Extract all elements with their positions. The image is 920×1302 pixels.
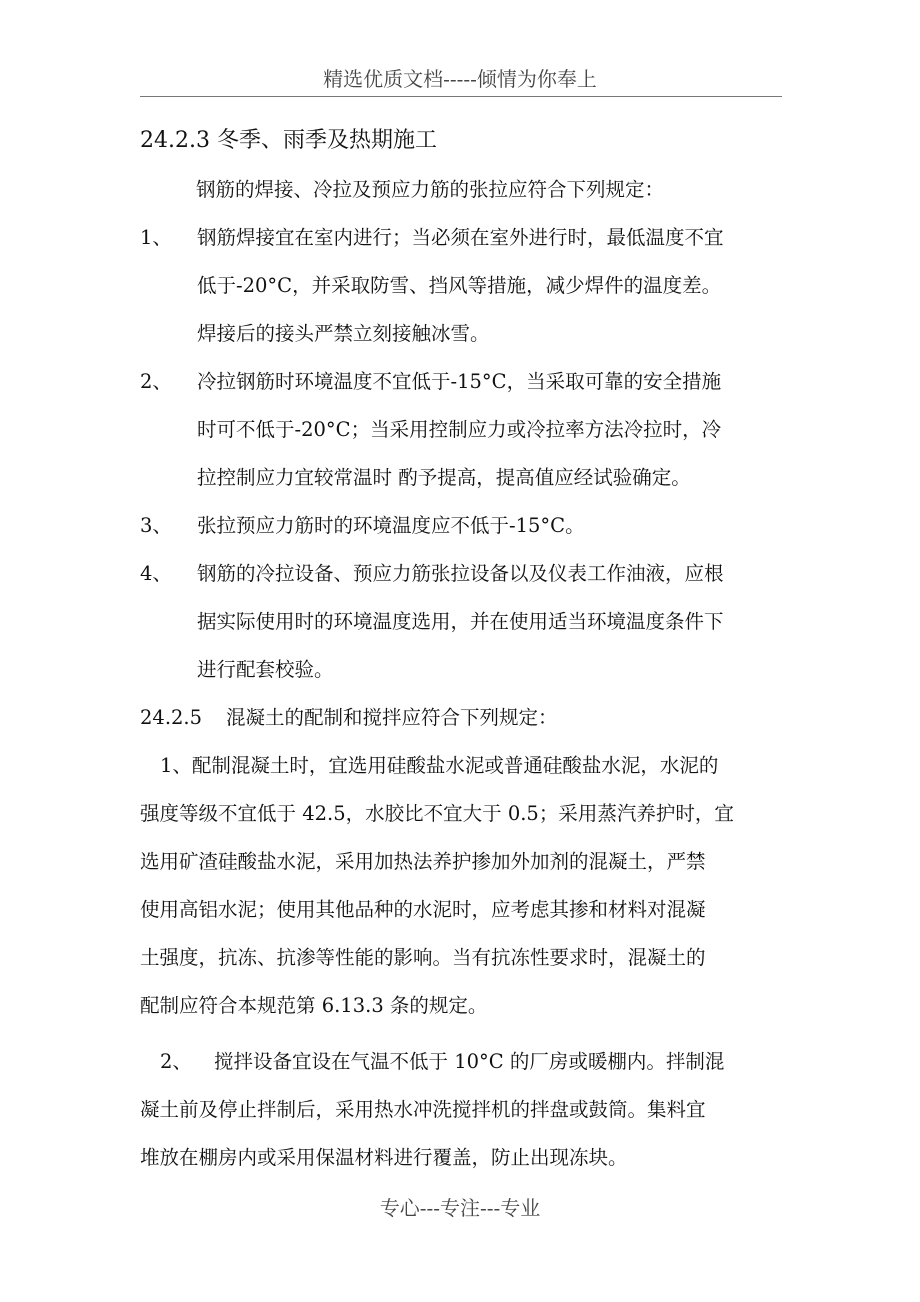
paragraph-line: 选用矿渣硅酸盐水泥，采用加热法养护掺加外加剂的混凝土，严禁 [140,850,706,873]
list-item-text: 据实际使用时的环境温度选用，并在使用适当环境温度条件下 [197,610,724,633]
section-title: 混凝土的配制和搅拌应符合下列规定： [226,706,558,729]
paragraph-line: 使用高铝水泥；使用其他品种的水泥时，应考虑其掺和材料对混凝 [140,898,706,921]
list-item [140,214,785,262]
paragraph-line: 凝土前及停止拌制后，采用热水冲洗搅拌机的拌盘或鼓筒。集料宜 [140,1098,706,1121]
list-item-text: 焊接后的接头严禁立刻接触冰雪。 [197,322,490,345]
page-footer: 专心---专注---专业 [379,1196,541,1220]
paragraph-line [140,1038,785,1086]
list-item-text: 拉控制应力宜较常温时 酌予提高，提高值应经试验确定。 [197,466,691,489]
section-code: 24.2.5 [140,706,203,729]
list-item-text: 钢筋焊接宜在室内进行；当必须在室外进行时，最低温度不宜 [197,226,724,249]
paragraph-line: 堆放在棚房内或采用保温材料进行覆盖，防止出现冻块。 [140,1146,628,1169]
list-item-text: 低于-20°C，并采取防雪、挡风等措施，减少焊件的温度差。 [197,274,722,297]
page-header: 精选优质文档-----倾情为你奉上 [323,67,597,91]
section-heading-24-2-3: 24.2.3 冬季、雨季及热期施工 [140,128,437,153]
document-body [140,116,785,1182]
list-item-number: 3、 [140,514,172,537]
intro-paragraph: 钢筋的焊接、冷拉及预应力筋的张拉应符合下列规定： [196,178,665,201]
list-item-number: 2、 [140,370,172,393]
list-item-number: 1、 [140,226,172,249]
list-item-number: 4、 [140,562,172,585]
list-item-text: 进行配套校验。 [197,658,334,681]
paragraph-line: 土强度，抗冻、抗渗等性能的影响。当有抗冻性要求时，混凝土的 [140,946,706,969]
list-item [140,550,785,598]
list-item-text: 时可不低于-20°C；当采用控制应力或冷拉率方法冷拉时，冷 [197,418,722,441]
list-item [140,358,785,406]
paragraph-line: 1、配制混凝土时，宜选用硅酸盐水泥或普通硅酸盐水泥，水泥的 [160,754,719,777]
section-heading-24-2-5 [140,694,785,742]
list-item-text: 冷拉钢筋时环境温度不宜低于-15°C，当采取可靠的安全措施 [197,370,722,393]
list-item-text: 钢筋的冷拉设备、预应力筋张拉设备以及仪表工作油液，应根 [197,562,724,585]
list-item-text: 张拉预应力筋时的环境温度应不低于-15°C。 [197,514,585,537]
paragraph-line: 配制应符合本规范第 6.13.3 条的规定。 [140,994,488,1017]
header-divider [140,96,782,97]
paragraph-text: 搅拌设备宜设在气温不低于 10°C 的厂房或暖棚内。拌制混 [214,1050,725,1073]
paragraph-line: 强度等级不宜低于 42.5，水胶比不宜大于 0.5；采用蒸汽养护时，宜 [140,802,734,825]
list-item [140,502,785,550]
list-item-number: 2、 [160,1050,192,1073]
